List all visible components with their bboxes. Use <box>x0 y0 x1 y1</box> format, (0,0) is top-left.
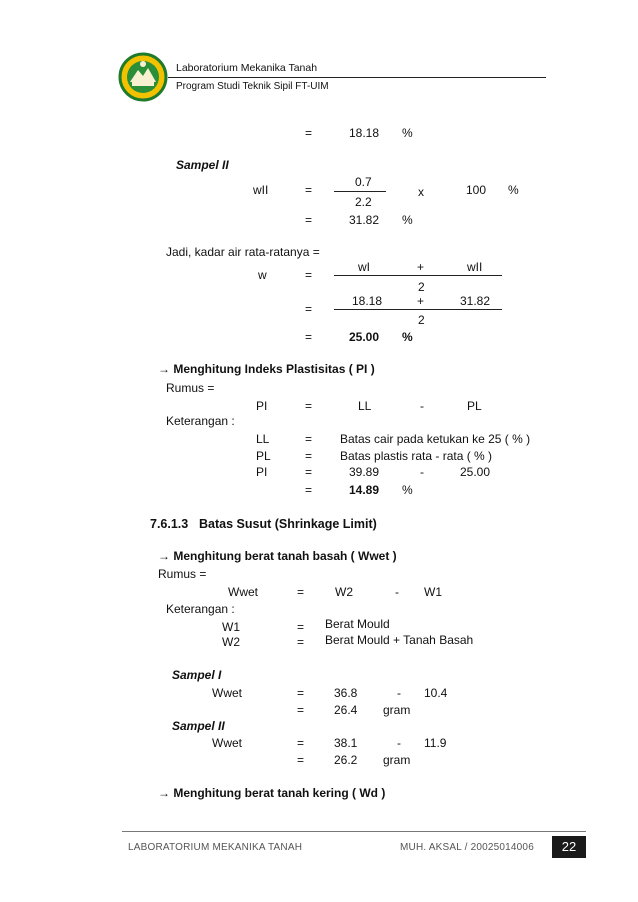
header-rule <box>168 77 546 78</box>
wwet-ket-w1-desc: Berat Mould <box>325 617 390 631</box>
average-eq3: = <box>305 330 313 344</box>
average-fraction-line <box>334 275 502 276</box>
wwet-var: Wwet <box>228 585 258 599</box>
sampel2-times: x <box>418 185 424 199</box>
average-plus: + <box>417 260 425 274</box>
sampel2-denominator: 2.2 <box>355 195 372 209</box>
sampel2-title: Sampel II <box>176 158 229 172</box>
wwet-heading: → Menghitung berat tanah basah ( Wwet ) <box>158 549 397 563</box>
wwet-sampel2-unit: gram <box>383 753 411 767</box>
pi-heading: → Menghitung Indeks Plastisitas ( PI ) <box>158 362 375 376</box>
sampel2-numerator: 0.7 <box>355 175 372 189</box>
average-den: 2 <box>418 280 425 294</box>
university-logo <box>118 52 168 102</box>
pi-calc-b: 25.00 <box>460 465 491 479</box>
wwet-w2: W2 <box>335 585 353 599</box>
pi-result-eq: = <box>305 483 313 497</box>
pi-calc-a: 39.89 <box>349 465 380 479</box>
pi-unit: % <box>402 483 413 497</box>
sampel2-eq: = <box>305 183 313 197</box>
block1-value: 18.18 <box>349 126 380 140</box>
average-b-val: 31.82 <box>460 294 491 308</box>
sampel2-unit: % <box>508 183 519 197</box>
wwet-sampel1-result: 26.4 <box>334 703 358 717</box>
wwet-sampel1-minus: - <box>397 686 401 700</box>
average-b: wII <box>467 260 483 274</box>
pi-calc-var: PI <box>256 465 268 479</box>
wwet-sampel1-b: 10.4 <box>424 686 448 700</box>
pi-ll: LL <box>358 399 372 413</box>
wwet-sampel1-eq: = <box>297 686 305 700</box>
average-intro: Jadi, kadar air rata-ratanya = <box>166 245 320 259</box>
footer-rule <box>122 831 586 832</box>
block1-unit: % <box>402 126 413 140</box>
sampel2-fraction-line <box>334 191 386 192</box>
wwet-sampel2-eq: = <box>297 736 305 750</box>
sampel2-result: 31.82 <box>349 213 380 227</box>
average-result: 25.00 <box>349 330 380 344</box>
wwet-sampel1-eq2: = <box>297 703 305 717</box>
header-program-name: Program Studi Teknik Sipil FT-UIM <box>176 81 329 92</box>
pi-calc-eq: = <box>305 465 313 479</box>
section-title: Batas Susut (Shrinkage Limit) <box>199 517 377 531</box>
wwet-sampel2-eq2: = <box>297 753 305 767</box>
wwet-sampel2-b: 11.9 <box>424 736 447 750</box>
page-number: 22 <box>552 836 586 858</box>
wwet-sampel1-unit: gram <box>383 703 411 717</box>
sampel2-unit2: % <box>402 213 413 227</box>
sampel2-hundred: 100 <box>466 183 487 197</box>
average-den2: 2 <box>418 313 425 327</box>
section-number: 7.6.1.3 <box>150 517 189 531</box>
block1-eq: = <box>305 126 313 140</box>
pi-pl: PL <box>467 399 482 413</box>
header-lab-name: Laboratorium Mekanika Tanah <box>176 62 318 74</box>
wwet-ket-w1-eq: = <box>297 620 305 634</box>
wwet-minus: - <box>395 585 399 599</box>
wwet-sampel1-var: Wwet <box>212 686 242 700</box>
sampel2-var: wII <box>253 183 269 197</box>
pi-ket-pl-desc: Batas plastis rata - rata ( % ) <box>340 449 493 463</box>
pi-ket-ll-eq: = <box>305 432 313 446</box>
average-a-val: 18.18 <box>352 294 383 308</box>
sampel2-eq2: = <box>305 213 313 227</box>
pi-ket-pl-eq: = <box>305 449 313 463</box>
pi-ket-ll-var: LL <box>256 432 270 446</box>
footer-author: MUH. AKSAL / 20025014006 <box>400 842 534 853</box>
pi-result: 14.89 <box>349 483 380 497</box>
wwet-ket-w2-eq: = <box>297 635 305 649</box>
pi-rumus: Rumus = <box>166 381 215 395</box>
wwet-ket-w2-var: W2 <box>222 635 240 649</box>
average-unit: % <box>402 330 413 344</box>
wwet-sampel2-result: 26.2 <box>334 753 358 767</box>
wwet-sampel2-var: Wwet <box>212 736 242 750</box>
wwet-sampel2-a: 38.1 <box>334 736 358 750</box>
wwet-keterangan: Keterangan : <box>166 602 235 616</box>
wd-heading: → Menghitung berat tanah kering ( Wd ) <box>158 786 386 800</box>
wwet-sampel2-title: Sampel II <box>172 719 225 733</box>
wwet-w1: W1 <box>424 585 442 599</box>
pi-var: PI <box>256 399 268 413</box>
pi-ket-pl-var: PL <box>256 449 271 463</box>
pi-minus: - <box>420 399 424 413</box>
wwet-rumus: Rumus = <box>158 567 207 581</box>
average-a: wI <box>358 260 370 274</box>
wwet-sampel1-a: 36.8 <box>334 686 358 700</box>
pi-calc-minus: - <box>420 465 424 479</box>
wwet-sampel1-title: Sampel I <box>172 668 222 682</box>
average-eq: = <box>305 268 313 282</box>
pi-eq: = <box>305 399 313 413</box>
footer-lab-name: LABORATORIUM MEKANIKA TANAH <box>128 842 303 853</box>
average-plus2: + <box>417 294 425 308</box>
pi-keterangan: Keterangan : <box>166 414 235 428</box>
average-fraction-line-2 <box>334 309 502 310</box>
average-var: w <box>258 268 267 282</box>
wwet-sampel2-minus: - <box>397 736 401 750</box>
wwet-eq: = <box>297 585 305 599</box>
pi-ket-ll-desc: Batas cair pada ketukan ke 25 ( % ) <box>340 432 531 446</box>
wwet-ket-w2-desc: Berat Mould + Tanah Basah <box>325 633 474 647</box>
average-eq2: = <box>305 302 313 316</box>
wwet-ket-w1-var: W1 <box>222 620 240 634</box>
